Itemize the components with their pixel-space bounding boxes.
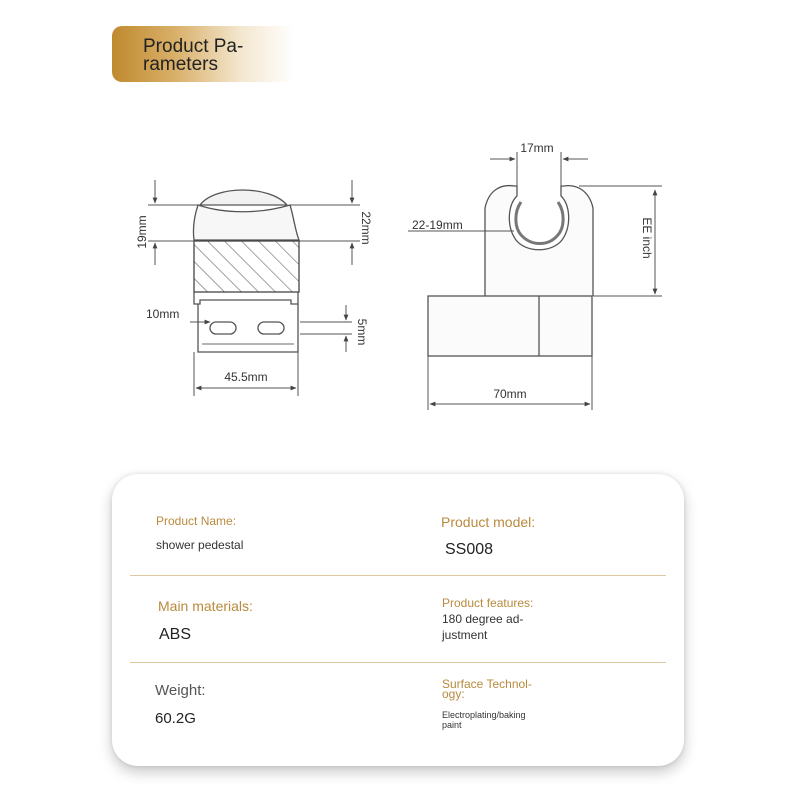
weight-value: 60.2G bbox=[155, 710, 196, 727]
dim-slot-gap: 5mm bbox=[355, 318, 369, 346]
surface-value: Electroplating/baking paint bbox=[442, 710, 526, 730]
product-model-label: Product model: bbox=[441, 514, 536, 530]
features-value: 180 degree ad- justment bbox=[442, 612, 524, 642]
product-name-value: shower pedestal bbox=[156, 538, 244, 552]
row-divider bbox=[130, 575, 666, 576]
features-label: Product features: bbox=[442, 596, 534, 610]
dim-height-left: 19mm bbox=[135, 215, 149, 249]
materials-label: Main materials: bbox=[158, 598, 253, 614]
materials-value: ABS bbox=[159, 626, 192, 643]
dim-slot-width: 10mm bbox=[146, 307, 180, 321]
section-title: Product Pa- rameters bbox=[143, 36, 244, 75]
product-name-label: Product Name: bbox=[156, 514, 237, 528]
front-view bbox=[193, 190, 299, 352]
dim-length: 70mm bbox=[493, 387, 527, 401]
product-model-value: SS008 bbox=[445, 541, 494, 558]
dim-side-height: EE inch bbox=[640, 217, 654, 259]
surface-label: Surface Technol- ogy: bbox=[442, 677, 532, 701]
dim-base-width: 45.5mm bbox=[224, 370, 268, 384]
dim-opening: 17mm bbox=[520, 141, 554, 155]
specs-card bbox=[112, 474, 684, 766]
weight-label: Weight: bbox=[155, 682, 206, 699]
side-view bbox=[428, 186, 593, 356]
row-divider bbox=[130, 662, 666, 663]
dim-height-right: 22mm bbox=[359, 211, 373, 245]
dim-clamp-range: 22-19mm bbox=[412, 218, 463, 232]
